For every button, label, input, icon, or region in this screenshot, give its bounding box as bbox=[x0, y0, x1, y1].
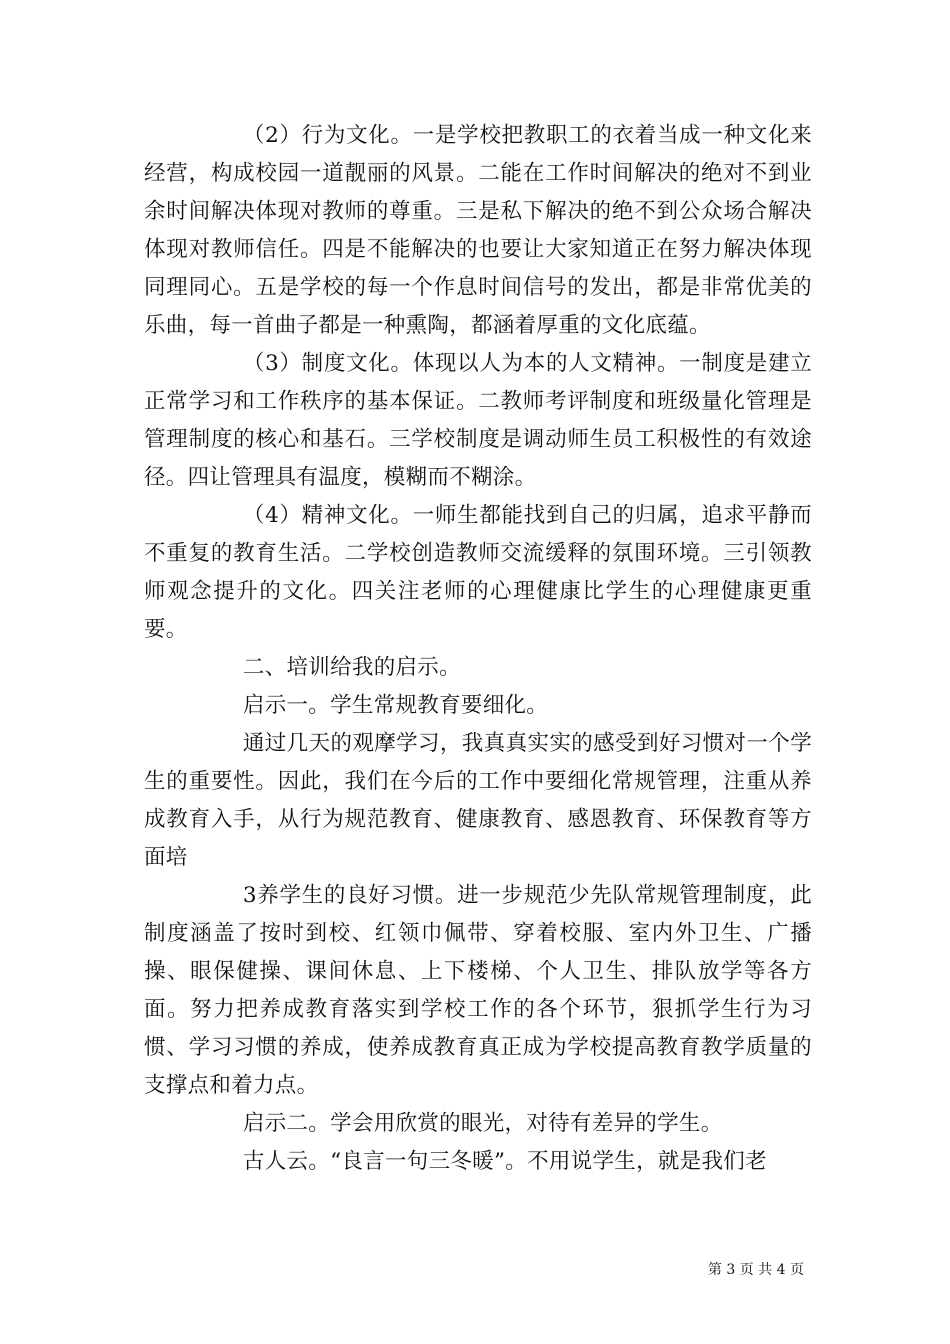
subheading-insight-two: 启示二。学会用欣赏的眼光，对待有差异的学生。 bbox=[242, 1111, 723, 1136]
paragraph-habit-cultivation: 3养学生的良好习惯。进一步规范少先队常规管理制度，此制度涵盖了按时到校、红领巾佩带、穿着校服、室内外卫生、广播操、眼保健操、课间休息、上下楼梯、个人卫生、排队放学等各方面。努力把养成教育落实到学校工作的各个环节，狠抓学生行为习惯、学习习惯的养成，使养成教育真正成为学校提高教育教学质量的支撑点和着力点。 bbox=[144, 883, 812, 1098]
document-body bbox=[144, 117, 812, 1181]
paragraph-spirit-culture: （4）精神文化。一师生都能找到自己的归属，追求平静而不重复的教育生活。二学校创造教师交流缓释的氛围环境。三引领教师观念提升的文化。四关注老师的心理健康比学生的心理健康更重要。 bbox=[144, 503, 812, 642]
section-heading-training-insights: 二、培训给我的启示。 bbox=[242, 655, 461, 680]
paragraph-behavior-culture: （2）行为文化。一是学校把教职工的衣着当成一种文化来经营，构成校园一道靓丽的风景。二能在工作时间解决的绝对不到业余时间解决体现对教师的尊重。三是私下解决的绝不到公众场合解决体现对教师信任。四是不能解决的也要让大家知道正在努力解决体现同理同心。五是学校的每一个作息时间信号的发出，都是非常优美的乐曲，每一首曲子都是一种熏陶，都涵着厚重的文化底蕴。 bbox=[144, 123, 812, 338]
page-number-footer: 第 3 页 共 4 页 bbox=[707, 1262, 804, 1278]
paragraph-ancient-saying: 古人云。“良言一句三冬暖”。不用说学生，就是我们老 bbox=[242, 1149, 767, 1174]
paragraph-observation-learning: 通过几天的观摩学习，我真真实实的感受到好习惯对一个学生的重要性。因此，我们在今后的工作中要细化常规管理，注重从养成教育入手，从行为规范教育、健康教育、感恩教育、环保教育等方面培 bbox=[144, 731, 812, 870]
paragraph-system-culture: （3）制度文化。体现以人为本的人文精神。一制度是建立正常学习和工作秩序的基本保证。二教师考评制度和班级量化管理是管理制度的核心和基石。三学校制度是调动师生员工积极性的有效途径。四让管理具有温度，模糊而不糊涂。 bbox=[144, 351, 812, 490]
subheading-insight-one: 启示一。学生常规教育要细化。 bbox=[242, 693, 549, 718]
